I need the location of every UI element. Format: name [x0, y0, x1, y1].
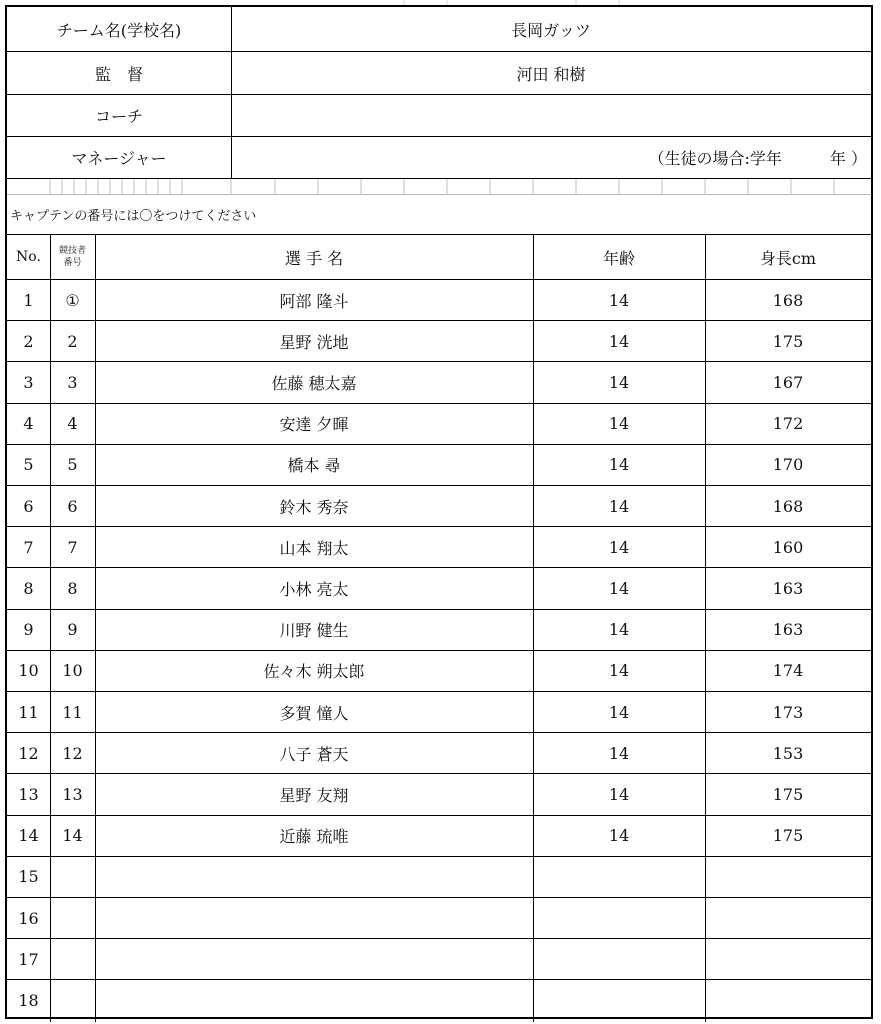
player-comp-no[interactable]: 14 [62, 826, 83, 846]
player-age[interactable]: 14 [608, 578, 630, 598]
player-height[interactable]: 168 [772, 290, 804, 310]
team-value[interactable]: 長岡ガッツ [511, 20, 591, 40]
col-height-header: 身長cm [759, 248, 817, 268]
player-name[interactable] [95, 939, 533, 979]
player-no[interactable]: 3 [23, 372, 34, 392]
manager-label: マネージャー [71, 149, 167, 168]
player-no[interactable]: 5 [23, 455, 34, 475]
player-height[interactable] [705, 939, 871, 979]
table-row [7, 568, 871, 609]
player-name[interactable]: 鈴木 秀奈 [279, 497, 349, 517]
player-no[interactable]: 6 [23, 496, 34, 516]
player-no[interactable]: 17 [18, 949, 39, 969]
player-comp-no[interactable]: 13 [62, 784, 83, 804]
player-no[interactable]: 16 [18, 908, 39, 928]
col-comp-header: 競技者番号 [58, 246, 86, 268]
player-name[interactable]: 佐藤 穂太嘉 [271, 373, 357, 393]
subcoach-row [7, 95, 871, 137]
player-comp-no[interactable]: ① [65, 290, 80, 310]
player-comp-no[interactable]: 10 [62, 661, 83, 681]
player-name[interactable]: 川野 健生 [279, 621, 349, 641]
player-name[interactable] [95, 980, 533, 1021]
captain-note: キャプテンの番号には〇をつけてください [10, 209, 257, 224]
table-row [7, 939, 871, 980]
player-age[interactable]: 14 [608, 661, 630, 681]
player-age[interactable] [533, 939, 705, 979]
subcoach-value[interactable] [231, 95, 871, 136]
team-label: チーム名(学校名) [56, 20, 182, 40]
player-comp-no[interactable]: 5 [67, 455, 78, 475]
coach-value[interactable]: 河田 和樹 [516, 64, 586, 84]
player-age[interactable]: 14 [608, 496, 630, 516]
player-comp-no[interactable]: 12 [62, 743, 83, 763]
player-comp-no[interactable]: 8 [67, 578, 78, 598]
player-comp-no[interactable]: 2 [67, 331, 78, 351]
col-age-header: 年齢 [602, 248, 635, 268]
table-row [7, 692, 871, 733]
spacer-row [7, 179, 871, 195]
player-comp-no[interactable] [50, 939, 95, 979]
player-no[interactable]: 7 [23, 537, 34, 557]
player-age[interactable]: 14 [608, 372, 630, 392]
manager-value[interactable] [231, 137, 531, 178]
table-row [7, 321, 871, 362]
player-no[interactable]: 8 [23, 578, 34, 598]
player-age[interactable]: 14 [608, 290, 630, 310]
player-height[interactable]: 163 [772, 620, 804, 640]
player-height[interactable]: 170 [772, 455, 804, 475]
player-name[interactable] [95, 857, 533, 897]
player-age[interactable] [533, 857, 705, 897]
player-age[interactable] [533, 898, 705, 938]
player-name[interactable]: 多賀 憧人 [279, 703, 349, 723]
player-no[interactable]: 15 [18, 867, 39, 887]
player-name[interactable]: 小林 亮太 [279, 579, 349, 599]
table-row [7, 733, 871, 774]
player-name[interactable]: 佐々木 朔太郎 [263, 662, 365, 682]
coach-row [7, 52, 871, 95]
coach-label: 監 督 [94, 64, 143, 84]
table-row [7, 898, 871, 939]
player-name[interactable]: 安達 夕暉 [279, 415, 349, 435]
player-no[interactable]: 10 [18, 661, 39, 681]
column-header-row [7, 235, 871, 280]
player-comp-no[interactable]: 3 [67, 372, 78, 392]
table-row [7, 280, 871, 321]
player-age[interactable]: 14 [608, 702, 630, 722]
player-height[interactable]: 173 [772, 702, 804, 722]
table-row [7, 527, 871, 568]
player-comp-no[interactable] [50, 980, 95, 1021]
player-age[interactable]: 14 [608, 455, 630, 475]
player-height[interactable]: 174 [772, 661, 804, 681]
player-name[interactable]: 山本 翔太 [279, 538, 349, 558]
player-name[interactable]: 八子 蒼天 [279, 744, 349, 764]
player-height[interactable]: 160 [772, 537, 804, 557]
player-comp-no[interactable] [50, 898, 95, 938]
player-height[interactable]: 175 [772, 826, 804, 846]
player-no[interactable]: 4 [23, 414, 34, 434]
player-name[interactable]: 橋本 尋 [287, 456, 341, 476]
table-row [7, 445, 871, 486]
player-name[interactable]: 阿部 隆斗 [279, 291, 349, 311]
player-no[interactable]: 14 [18, 826, 39, 846]
player-comp-no[interactable]: 4 [67, 414, 78, 434]
table-row [7, 857, 871, 898]
player-comp-no[interactable]: 7 [67, 537, 78, 557]
player-comp-no[interactable]: 11 [62, 702, 83, 722]
player-no[interactable]: 2 [23, 331, 34, 351]
player-no[interactable]: 13 [18, 784, 39, 804]
player-age[interactable]: 14 [608, 743, 630, 763]
player-age[interactable]: 14 [608, 537, 630, 557]
table-row [7, 362, 871, 403]
player-height[interactable] [705, 857, 871, 897]
player-height[interactable]: 167 [772, 372, 804, 392]
player-age[interactable]: 14 [608, 826, 630, 846]
player-no[interactable]: 11 [18, 702, 39, 722]
player-height[interactable]: 172 [772, 414, 804, 434]
player-comp-no[interactable] [50, 857, 95, 897]
table-row [7, 486, 871, 527]
player-height[interactable] [705, 980, 871, 1021]
table-row [7, 404, 871, 445]
table-row [7, 816, 871, 857]
player-height[interactable]: 168 [772, 496, 804, 516]
player-comp-no[interactable]: 6 [67, 496, 78, 516]
player-name[interactable]: 近藤 琉唯 [279, 827, 349, 847]
table-row [7, 651, 871, 692]
captain-note-row [7, 195, 871, 235]
player-age[interactable] [533, 980, 705, 1021]
roster-sheet [5, 5, 873, 1019]
table-row [7, 774, 871, 815]
player-comp-no[interactable]: 9 [67, 620, 78, 640]
player-no[interactable]: 9 [23, 620, 34, 640]
player-name[interactable] [95, 898, 533, 938]
table-row [7, 980, 871, 1021]
player-height[interactable]: 175 [772, 331, 804, 351]
player-name[interactable]: 星野 洸地 [279, 332, 349, 352]
player-no[interactable]: 12 [18, 743, 39, 763]
player-height[interactable] [705, 898, 871, 938]
player-height[interactable]: 153 [772, 743, 804, 763]
player-age[interactable]: 14 [608, 784, 630, 804]
col-no-header: No. [16, 249, 41, 265]
col-name-header: 選 手 名 [284, 248, 344, 268]
team-row [7, 7, 871, 52]
player-name[interactable]: 星野 友翔 [279, 785, 349, 805]
table-row [7, 610, 871, 651]
spacer-grid [7, 179, 871, 195]
player-age[interactable]: 14 [608, 331, 630, 351]
player-no[interactable]: 18 [18, 991, 39, 1011]
manager-grade-note: （生徒の場合:学年 年 ） [648, 149, 867, 168]
player-height[interactable]: 163 [772, 578, 804, 598]
player-age[interactable]: 14 [608, 414, 630, 434]
player-age[interactable]: 14 [608, 620, 630, 640]
subcoach-label: コーチ [94, 107, 143, 126]
player-height[interactable]: 175 [772, 784, 804, 804]
player-no[interactable]: 1 [23, 290, 34, 310]
manager-row [7, 137, 871, 179]
